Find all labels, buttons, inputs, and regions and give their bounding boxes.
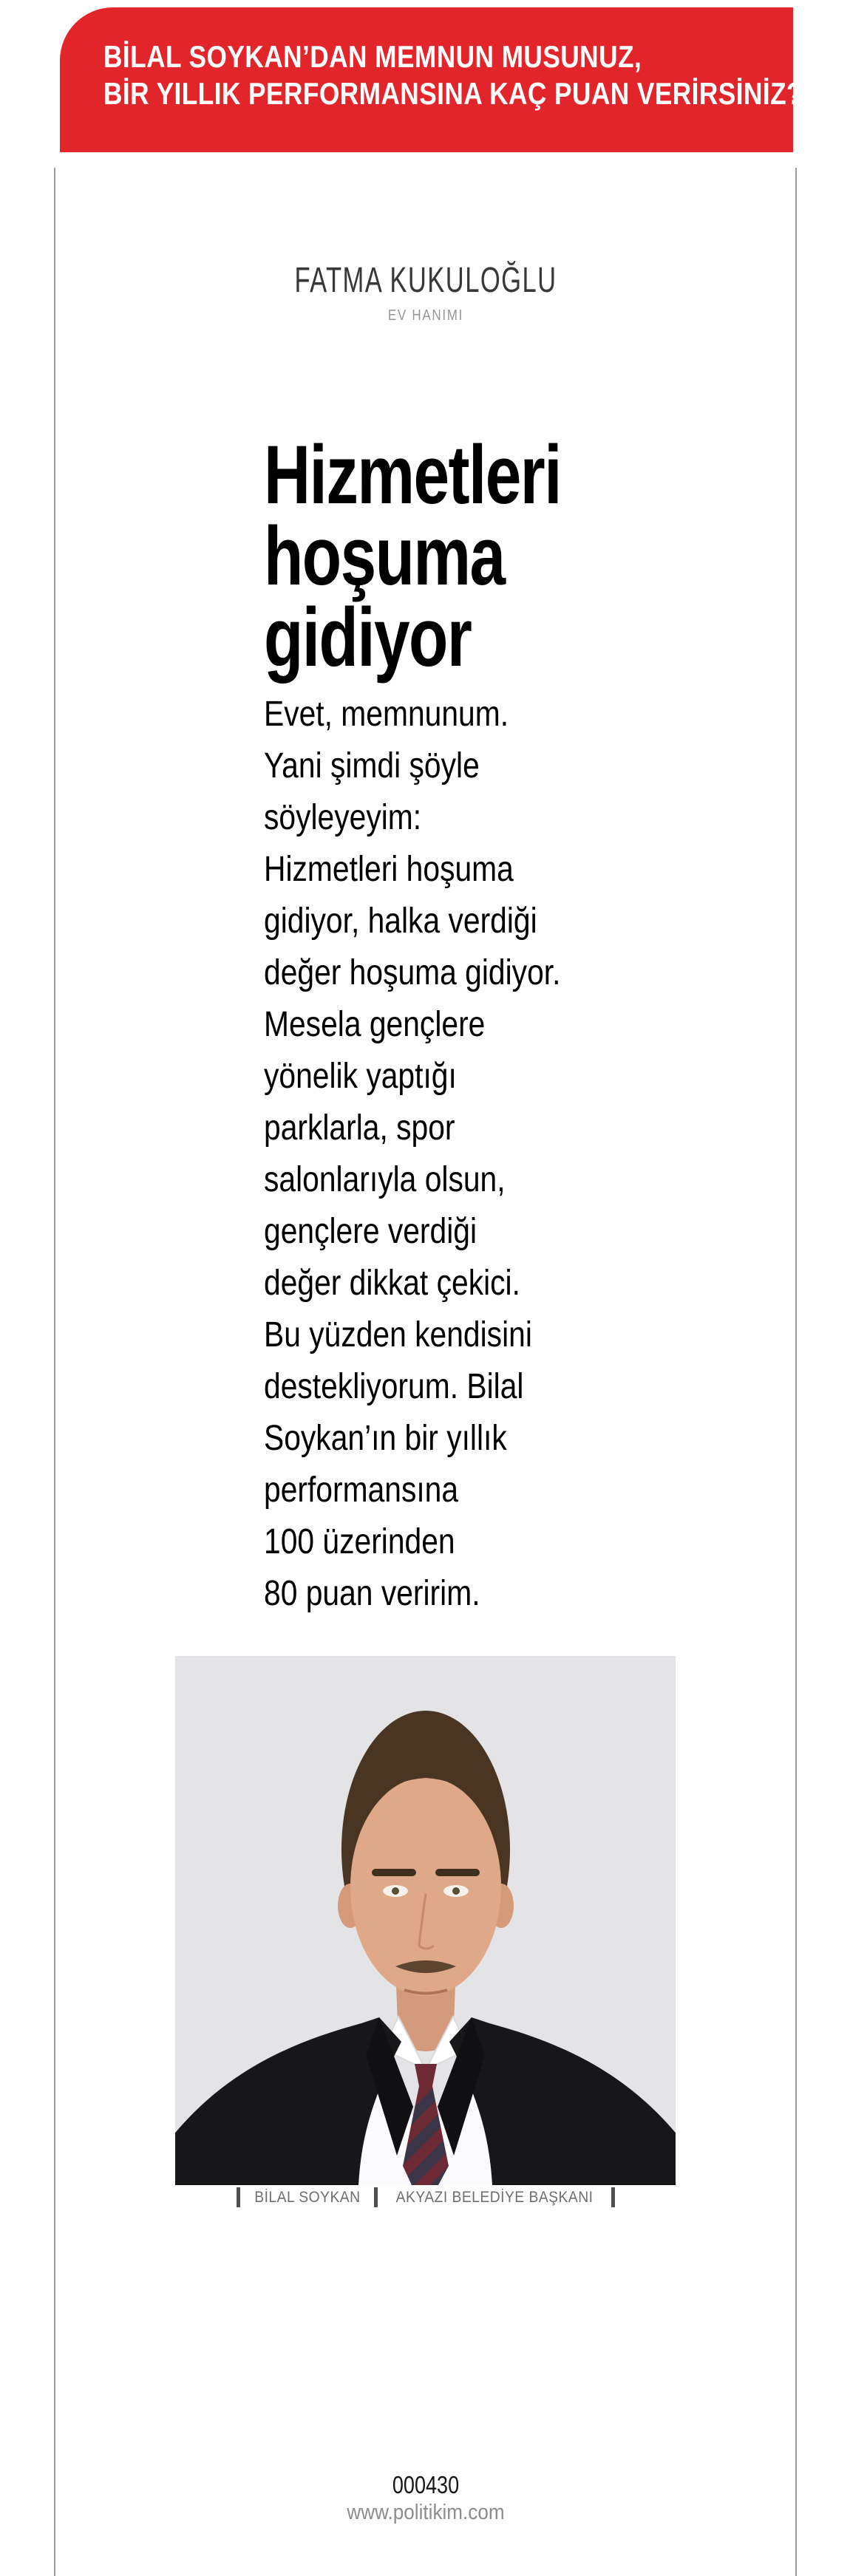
quote-line: salonlarıyla olsun, [264,1160,506,1199]
quote-line: Mesela gençlere [264,1005,486,1044]
quote-line: 100 üzerinden [264,1522,455,1561]
portrait-photo [175,1656,676,2185]
quote-line: yönelik yaptığı [264,1057,457,1096]
quote-line: Yani şimdi şöyle [264,746,480,786]
quote-line: değer dikkat çekici. [264,1264,520,1303]
caption-divider [237,2187,240,2207]
caption-name: BİLAL SOYKAN [254,2188,361,2206]
left-eyebrow [372,1869,416,1876]
quote-line: 80 puan veririm. [264,1574,480,1613]
caption-title: AKYAZI BELEDİYE BAŞKANI [395,2188,594,2206]
quote-line: Soykan’ın bir yıllık [264,1419,507,1458]
website-url: www.politikim.com [347,2501,505,2524]
card-left-border [54,168,55,2576]
quote-line: destekliyorum. Bilal [264,1367,524,1406]
question-line: BİLAL SOYKAN’DAN MEMNUN MUSUNUZ, [103,39,642,74]
quote-line: Hizmetleri hoşuma [264,850,514,889]
issue-code: 000430 [392,2471,460,2498]
quote-line: Bu yüzden kendisini [264,1315,532,1355]
quote-line: Evet, memnunum. [264,695,509,734]
headline [264,429,561,684]
question-line: BİR YILLIK PERFORMANSINA KAÇ PUAN VERİRSİNİZ? [103,76,803,111]
quote-line: değer hoşuma gidiyor. [264,953,561,992]
right-eyebrow [435,1869,480,1876]
photo-caption [55,2187,796,2207]
caption-divider [374,2187,378,2207]
quote-line: söyleyeyim: [264,798,422,837]
quote-line: parklarla, spor [264,1108,455,1148]
left-pupil [392,1887,399,1895]
interviewee-name: FATMA KUKULOĞLU [294,261,557,300]
quote-body [264,689,560,1620]
quote-line: gidiyor, halka verdiği [264,902,537,941]
interviewee-role: EV HANIMI [387,307,464,324]
headline-line: gidiyor [264,591,472,684]
quote-line: gençlere verdiği [264,1212,477,1251]
caption-divider [611,2187,615,2207]
quote-line: performansına [264,1471,459,1510]
question-text [103,38,803,112]
right-pupil [452,1887,460,1895]
question-banner [60,7,803,152]
card-right-border [795,168,797,2576]
headline-line: Hizmetleri [264,429,561,521]
headline-line: hoşuma [264,510,505,602]
